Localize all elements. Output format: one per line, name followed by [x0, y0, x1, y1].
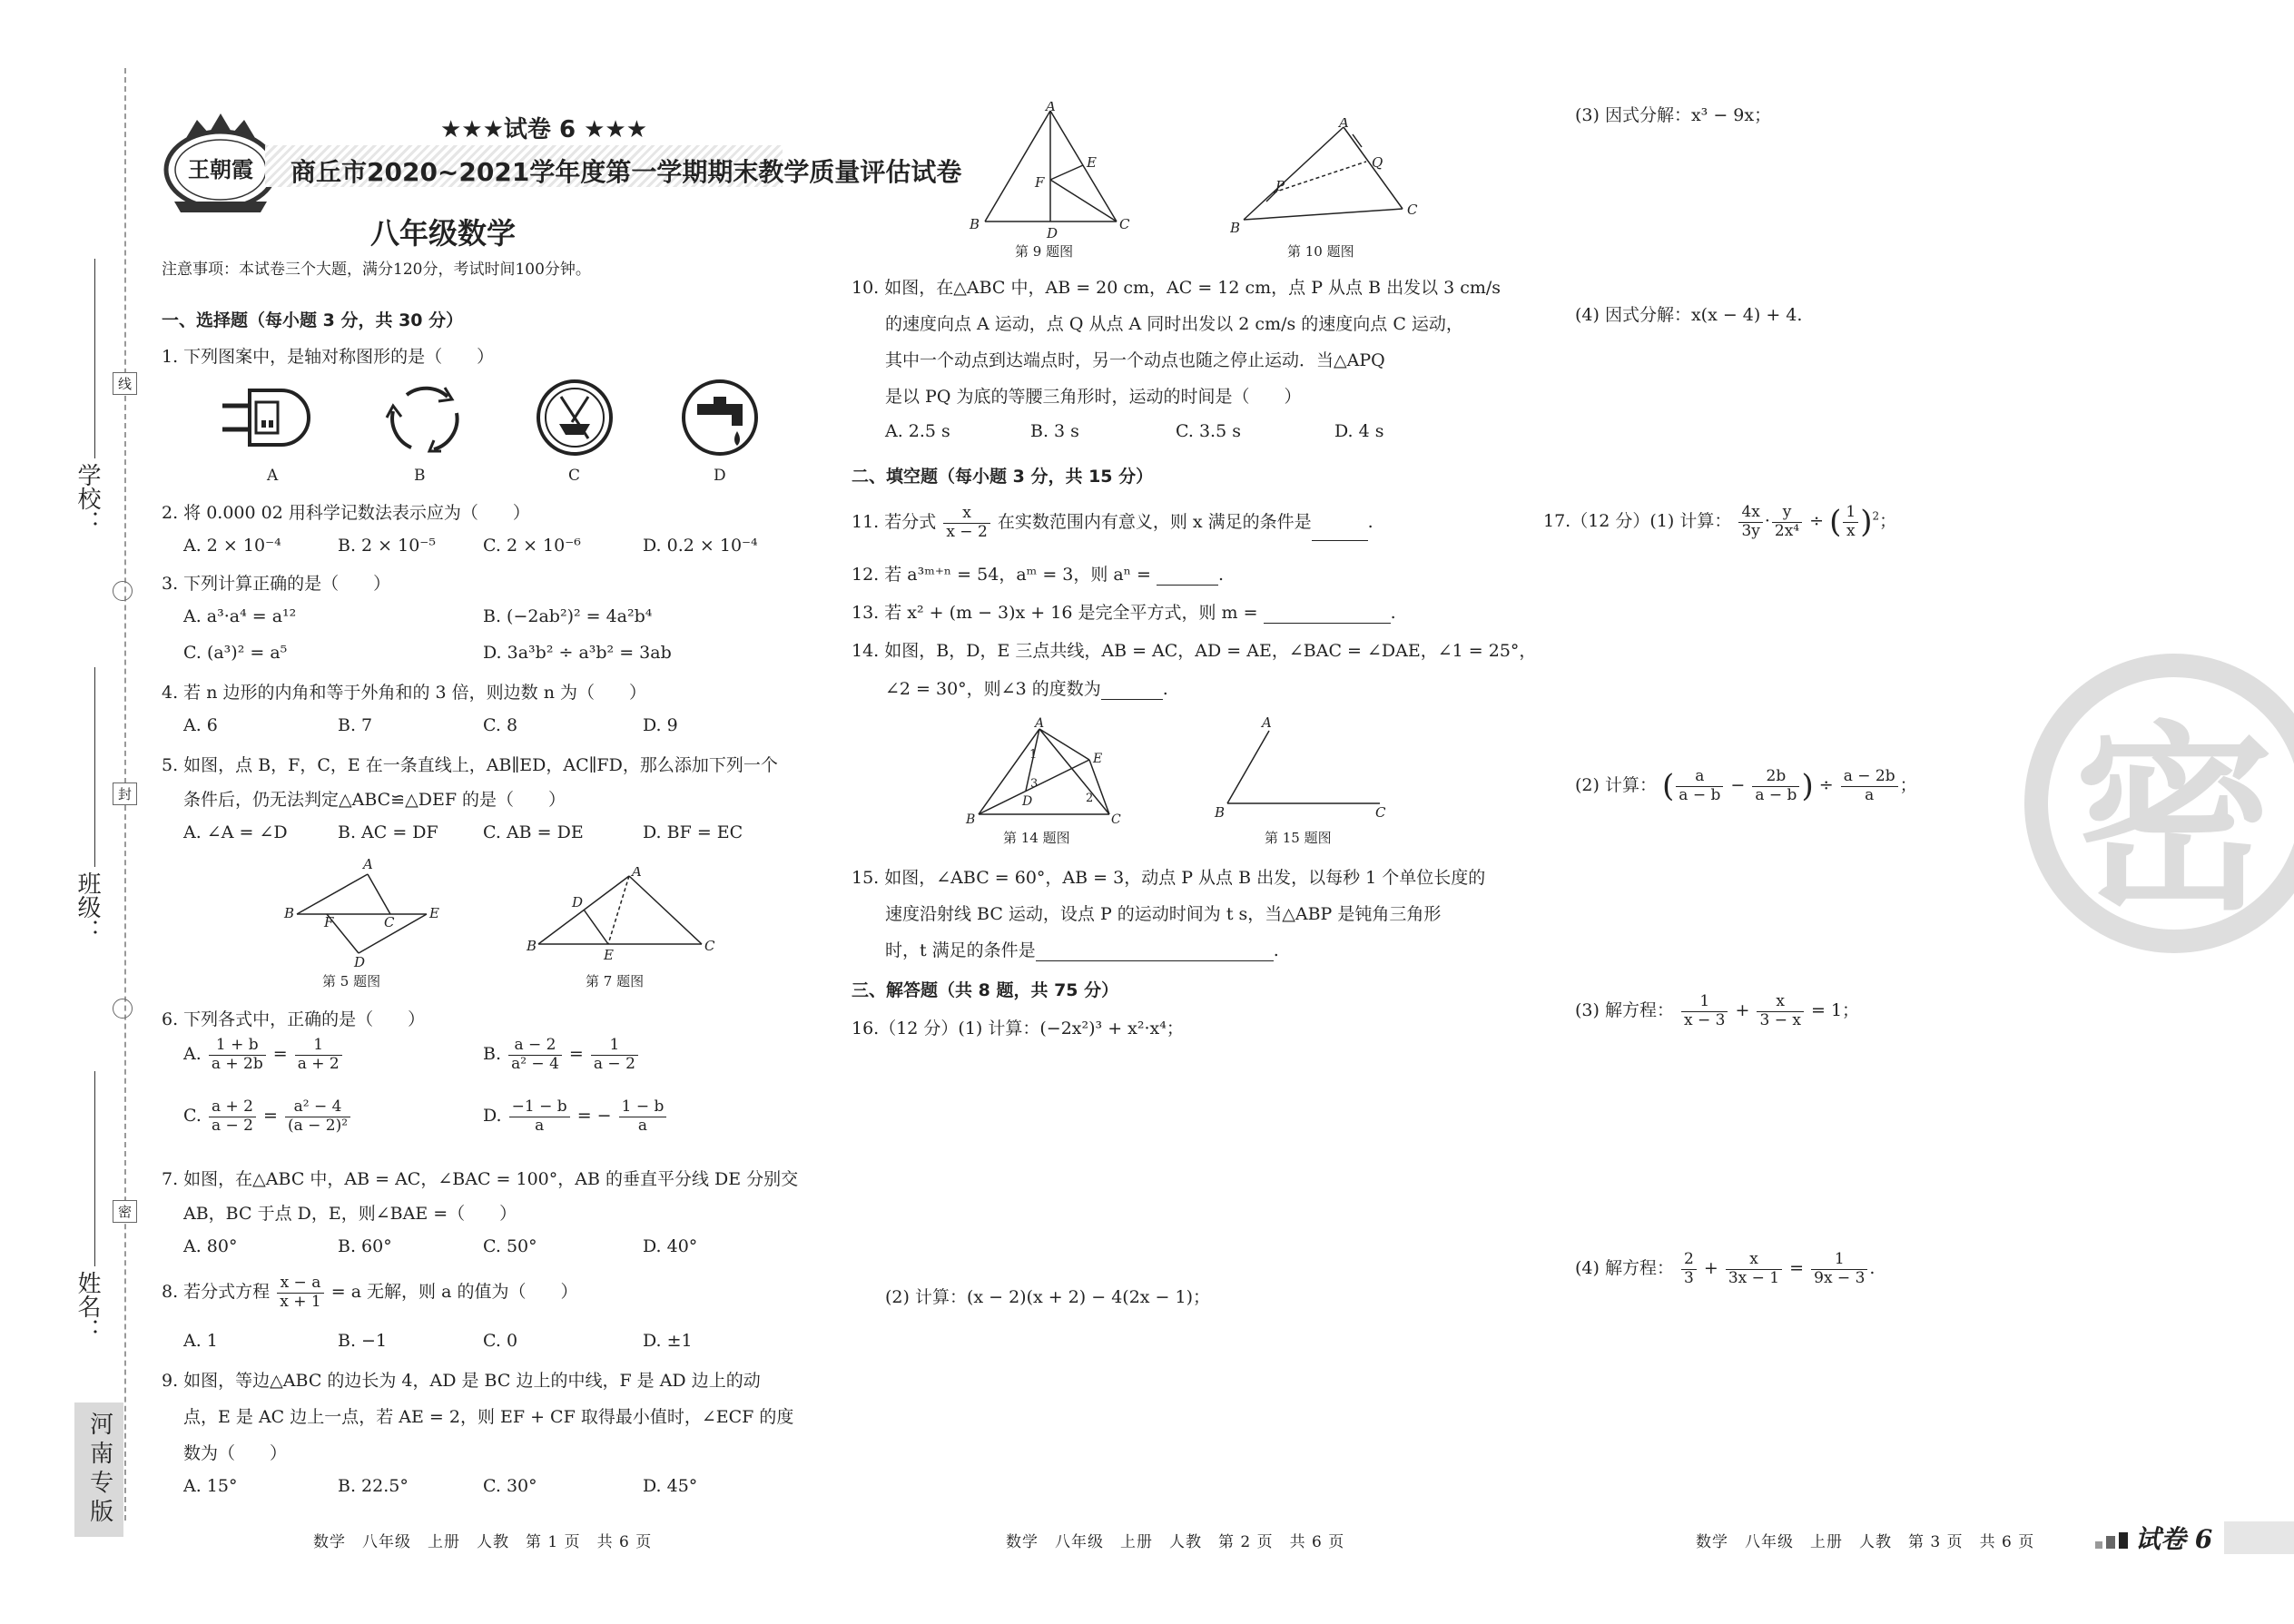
svg-text:A: A — [1262, 714, 1272, 731]
binding-class-line — [94, 667, 95, 867]
q8-option-a: A. 1 — [183, 1331, 218, 1351]
q15-line2: 速度沿射线 BC 运动，设点 P 的运动时间为 t s，当△ABP 是钝角三角形 — [885, 904, 1442, 924]
q12 — [852, 561, 1224, 586]
q6-option-c: C. $\frac{a + 2}{a - 2}$ = $\frac{\text{a² − 4}}{\text{(a − 2)²}}$ — [183, 1098, 352, 1135]
footer-paper-tag: 试卷 6 — [2135, 1524, 2213, 1554]
figure-q7-caption: 第 7 题图 — [586, 973, 645, 989]
q8-stem-post: = a 无解，则 a 的值为（ ） — [330, 1282, 578, 1303]
q17-part4-label: (4) 解方程： — [1575, 1258, 1674, 1279]
svg-text:C: C — [704, 938, 715, 954]
q2-option-b: B. 2 × 10⁻⁵ — [338, 536, 436, 556]
q17-part2: (2) 计算： ( $\frac{a}{a - b}$ − $\frac{2b}{a - b}$ ) ÷ $\frac{a - 2b}{a}$ ； — [1575, 767, 1917, 805]
q9-stem-line3: 数为（ ） — [183, 1443, 288, 1463]
svg-text:F: F — [1035, 174, 1045, 191]
q10-option-b: B. 3 s — [1030, 421, 1079, 441]
q11-pre: 11. 若分式 — [852, 512, 937, 533]
svg-text:D: D — [1022, 794, 1033, 809]
q11-answer-blank[interactable] — [1312, 524, 1368, 541]
q4-stem: 4. 若 n 边形的内角和等于外角和的 3 倍，则边数 n 为（ ） — [162, 683, 646, 703]
q2-option-a: A. 2 × 10⁻⁴ — [183, 536, 281, 556]
q8-stem: 8. 若分式方程 $\frac{x - a}{x + 1}$ = a 无解，则 a 的值为（ ） — [162, 1274, 578, 1311]
q7-option-c: C. 50° — [483, 1236, 537, 1256]
q12-answer-blank[interactable] — [1157, 568, 1218, 586]
secret-stamp-watermark — [2024, 654, 2294, 953]
q17-part3-label: (3) 解方程： — [1575, 1000, 1674, 1021]
figure-q10 — [1230, 118, 1421, 241]
q9-option-d: D. 45° — [643, 1476, 698, 1496]
q10-option-d: D. 4 s — [1334, 421, 1384, 441]
page2-footer: 数学 八年级 上册 人教 第 2 页 共 6 页 — [1006, 1533, 1345, 1551]
svg-text:3: 3 — [1030, 777, 1039, 791]
q3-stem: 3. 下列计算正确的是（ ） — [162, 574, 391, 594]
svg-text:Q: Q — [1372, 154, 1383, 171]
q4-option-a: A. 6 — [183, 715, 218, 735]
q9-stem-line2: 点，E 是 AC 边上一点，若 AE = 2，则 EF + CF 取得最小值时，∠ECF 的度 — [183, 1407, 794, 1427]
footer-tag-band — [2224, 1521, 2294, 1554]
q6-option-d-label: D. — [483, 1106, 502, 1127]
binding-school-label: 学校： — [74, 463, 101, 534]
q8-option-b: B. −1 — [338, 1331, 388, 1351]
q16-part4: (4) 因式分解：x(x − 4) + 4. — [1575, 305, 1803, 325]
svg-text:E: E — [604, 947, 614, 962]
svg-text:C: C — [1111, 812, 1121, 827]
binding-seal-mark: 封 — [113, 782, 137, 805]
q17-part1: 17.（12 分）(1) 计算： $\frac{4x}{3y}$ · $\frac{y}{\text{2x⁴}}$ ÷ ( $\frac{1}{x}$ )$^2$； — [1543, 503, 1897, 541]
q7-stem-line2: AB，BC 于点 D，E，则∠BAE =（ ） — [183, 1204, 517, 1224]
subject-title: 八年级数学 — [370, 216, 517, 251]
q4-option-c: C. 8 — [483, 715, 518, 735]
svg-text:A: A — [1035, 716, 1045, 731]
q4-option-b: B. 7 — [338, 715, 373, 735]
q15-line1: 15. 如图，∠ABC = 60°，AB = 3，动点 P 从点 B 出发，以每秒 1 个单位长度的 — [852, 868, 1486, 888]
secret-stamp-text: 密 — [2073, 704, 2274, 937]
q13-text: 13. 若 x² + (m − 3)x + 16 是完全平方式，则 m = — [852, 603, 1258, 623]
q6-option-c-label: C. — [183, 1106, 202, 1127]
q12-end: . — [1217, 565, 1225, 585]
svg-text:C: C — [1375, 804, 1386, 821]
q10-option-a: A. 2.5 s — [885, 421, 950, 441]
exam-title: 商丘市2020~2021学年度第一学期期末教学质量评估试卷 — [290, 157, 962, 187]
q5-option-c: C. AB = DE — [483, 822, 584, 842]
footer-tag-dots — [2093, 1529, 2130, 1557]
section1-title: 一、选择题（每小题 3 分，共 30 分） — [162, 310, 464, 330]
q1-label-b: B — [414, 467, 426, 485]
q10-option-c: C. 3.5 s — [1176, 421, 1241, 441]
q5-option-d: D. BF = EC — [643, 822, 743, 842]
svg-text:A: A — [632, 867, 642, 880]
q14-answer-blank[interactable] — [1101, 683, 1163, 700]
figure-q15-caption: 第 15 题图 — [1265, 830, 1332, 846]
q1-label-d: D — [714, 467, 726, 485]
binding-circle-icon — [113, 581, 133, 601]
q14-end: . — [1162, 679, 1168, 699]
q6-option-b: B. $\frac{a - 2}{\text{a² − 4}}$ = $\frac{1}{a - 2}$ — [483, 1037, 640, 1073]
figure-q9 — [962, 102, 1144, 242]
no-food-icon — [534, 377, 615, 463]
q3-option-b: B. (−2ab²)² = 4a²b⁴ — [483, 606, 653, 626]
water-tap-icon — [679, 377, 761, 463]
q12-text: 12. 若 a³ᵐ⁺ⁿ = 54，aᵐ = 3，则 aⁿ = — [852, 565, 1151, 585]
logo-text: 王朝霞 — [188, 156, 253, 182]
q7-option-d: D. 40° — [643, 1236, 698, 1256]
q15-end: . — [1273, 940, 1279, 960]
q14-line2-text: ∠2 = 30°，则∠3 的度数为 — [885, 679, 1101, 699]
q17-part2-label: (2) 计算： — [1575, 775, 1657, 796]
section3-title: 三、解答题（共 8 题，共 75 分） — [852, 980, 1119, 1000]
q14-line2 — [885, 675, 1168, 700]
figure-q5-caption: 第 5 题图 — [322, 973, 381, 989]
q15-answer-blank[interactable] — [1036, 944, 1274, 961]
q3-option-a: A. a³·a⁴ = a¹² — [183, 606, 297, 626]
binding-class-label: 班级： — [74, 871, 101, 942]
q2-option-d: D. 0.2 × 10⁻⁴ — [643, 536, 758, 556]
q9-option-c: C. 30° — [483, 1476, 537, 1496]
q6-option-b-label: B. — [483, 1044, 502, 1065]
q3-option-d: D. 3a³b² ÷ a³b² = 3ab — [483, 643, 672, 663]
page3-footer: 数学 八年级 上册 人教 第 3 页 共 6 页 — [1696, 1533, 2035, 1551]
q9-option-a: A. 15° — [183, 1476, 238, 1496]
q2-stem: 2. 将 0.000 02 用科学记数法表示应为（ ） — [162, 503, 530, 523]
binding-line-mark: 线 — [113, 372, 137, 395]
svg-text:E: E — [1093, 752, 1103, 766]
q1-label-c: C — [568, 467, 581, 485]
q5-option-a: A. ∠A = ∠D — [183, 822, 288, 842]
q13 — [852, 599, 1396, 624]
binding-name-line — [94, 1071, 95, 1266]
section2-title: 二、填空题（每小题 3 分，共 15 分） — [852, 467, 1154, 487]
svg-text:E: E — [429, 905, 439, 921]
svg-text:B: B — [966, 812, 976, 827]
svg-text:B: B — [284, 905, 295, 921]
figure-q7 — [525, 867, 715, 967]
q11-end: . — [1367, 512, 1373, 533]
q17-part1-label: 17.（12 分）(1) 计算： — [1543, 511, 1732, 532]
q7-option-a: A. 80° — [183, 1236, 238, 1256]
binding-close-mark: 密 — [113, 1200, 137, 1223]
svg-text:A: A — [1046, 102, 1056, 114]
svg-text:F: F — [324, 914, 334, 930]
q1-stem: 1. 下列图案中，是轴对称图形的是（ ） — [162, 347, 495, 367]
q10-line4: 是以 PQ 为底的等腰三角形时，运动的时间是（ ） — [885, 387, 1302, 407]
q16-part2: (2) 计算：(x − 2)(x + 2) − 4(2x − 1)； — [885, 1287, 1211, 1307]
q14-line1: 14. 如图，B，D，E 三点共线，AB = AC，AD = AE，∠BAC = ∠DAE，∠1 = 25°， — [852, 641, 1537, 661]
svg-text:B: B — [527, 938, 537, 954]
q5-stem-line2: 条件后，仍无法判定△ABC≌△DEF 的是（ ） — [183, 790, 566, 810]
q17-part3: (3) 解方程： $\frac{1}{x - 3}$ + $\frac{x}{3 - x}$ = 1； — [1575, 992, 1860, 1029]
q5-stem-line1: 5. 如图，点 B，F，C，E 在一条直线上，AB∥ED，AC∥FD，那么添加下列一个 — [162, 755, 778, 775]
q1-label-a: A — [267, 467, 279, 485]
edition-badge: 河南专版 — [74, 1403, 123, 1537]
q9-stem-line1: 9. 如图，等边△ABC 的边长为 4，AD 是 BC 边上的中线，F 是 AD 边上的动 — [162, 1371, 761, 1391]
q10-line3: 其中一个动点到达端点时，另一个动点也随之停止运动．当△APQ — [885, 350, 1385, 370]
q7-stem-line1: 7. 如图，在△ABC 中，AB = AC，∠BAC = 100°，AB 的垂直平分线 DE 分别交 — [162, 1169, 799, 1189]
q3-option-c: C. (a³)² = a⁵ — [183, 643, 288, 663]
svg-text:B: B — [1215, 804, 1226, 821]
q6-option-a: A. $\frac{1 + b}{a + 2b}$ = $\frac{1}{a + 2}$ — [183, 1037, 344, 1073]
svg-text:D: D — [1047, 225, 1058, 238]
q4-option-d: D. 9 — [643, 715, 678, 735]
svg-text:P: P — [1275, 178, 1285, 194]
q16-part1: 16.（12 分）(1) 计算：(−2x²)³ + x²·x⁴； — [852, 1019, 1184, 1038]
svg-text:D: D — [572, 894, 584, 910]
q6-option-a-label: A. — [183, 1044, 202, 1065]
figure-q10-caption: 第 10 题图 — [1287, 243, 1354, 260]
svg-text:1: 1 — [1029, 748, 1038, 762]
svg-text:E: E — [1087, 154, 1097, 171]
figure-q14-caption: 第 14 题图 — [1003, 830, 1070, 846]
svg-text:D: D — [354, 954, 366, 967]
q8-stem-pre: 8. 若分式方程 — [162, 1282, 271, 1303]
svg-text:C: C — [384, 914, 395, 930]
binding-school-line — [94, 259, 95, 458]
svg-text:A: A — [363, 858, 373, 872]
svg-text:C: C — [1407, 202, 1418, 218]
q9-option-b: B. 22.5° — [338, 1476, 409, 1496]
binding-name-label: 姓名： — [74, 1271, 101, 1342]
figure-q9-caption: 第 9 题图 — [1015, 243, 1074, 260]
q8-option-d: D. ±1 — [643, 1331, 693, 1351]
q16-part3: (3) 因式分解：x³ − 9x； — [1575, 105, 1772, 125]
q7-option-b: B. 60° — [338, 1236, 392, 1256]
q10-line1: 10. 如图，在△ABC 中，AB = 20 cm，AC = 12 cm，点 P 从点 B 出发以 3 cm/s — [852, 278, 1501, 298]
svg-text:2: 2 — [1086, 792, 1094, 805]
q13-end: . — [1390, 603, 1396, 623]
svg-text:B: B — [1230, 220, 1241, 236]
figure-q5 — [277, 858, 440, 971]
figure-q14 — [962, 713, 1126, 835]
q10-line2: 的速度向点 A 运动，点 Q 从点 A 同时出发以 2 cm/s 的速度向点 C 运动， — [885, 314, 1463, 334]
svg-text:C: C — [1119, 216, 1130, 232]
page1-footer: 数学 八年级 上册 人教 第 1 页 共 6 页 — [313, 1533, 653, 1551]
figure-q15 — [1207, 713, 1389, 826]
plug-icon — [218, 377, 318, 463]
q15-line3-text: 时，t 满足的条件是 — [885, 940, 1036, 960]
q13-answer-blank[interactable] — [1264, 606, 1391, 624]
q6-option-d: D. $\frac{-1 - b}{a}$ = − $\frac{1 - b}{a}$ — [483, 1098, 668, 1135]
svg-text:B: B — [970, 216, 980, 232]
svg-text:A: A — [1339, 118, 1349, 131]
q2-option-c: C. 2 × 10⁻⁶ — [483, 536, 581, 556]
q8-option-c: C. 0 — [483, 1331, 518, 1351]
q11: 11. 若分式 $\frac{x}{x - 2}$ 在实数范围内有意义，则 x 满足的条件是 . — [852, 504, 1373, 541]
q17-part4: (4) 解方程： $\frac{2}{3}$ + $\frac{x}{3x - 1}$ = $\frac{1}{9x - 3}$ . — [1575, 1250, 1876, 1287]
q5-option-b: B. AC = DF — [338, 822, 438, 842]
q15-line3 — [885, 937, 1279, 961]
paper-label: ★★★试卷 6 ★★★ — [440, 116, 648, 143]
q11-post: 在实数范围内有意义，则 x 满足的条件是 — [997, 512, 1312, 533]
binding-circle-icon — [113, 999, 133, 1019]
recycle-icon — [379, 377, 470, 463]
notice: 注意事项：本试卷三个大题，满分120分，考试时间100分钟。 — [162, 261, 591, 279]
q6-stem: 6. 下列各式中，正确的是（ ） — [162, 1009, 426, 1029]
